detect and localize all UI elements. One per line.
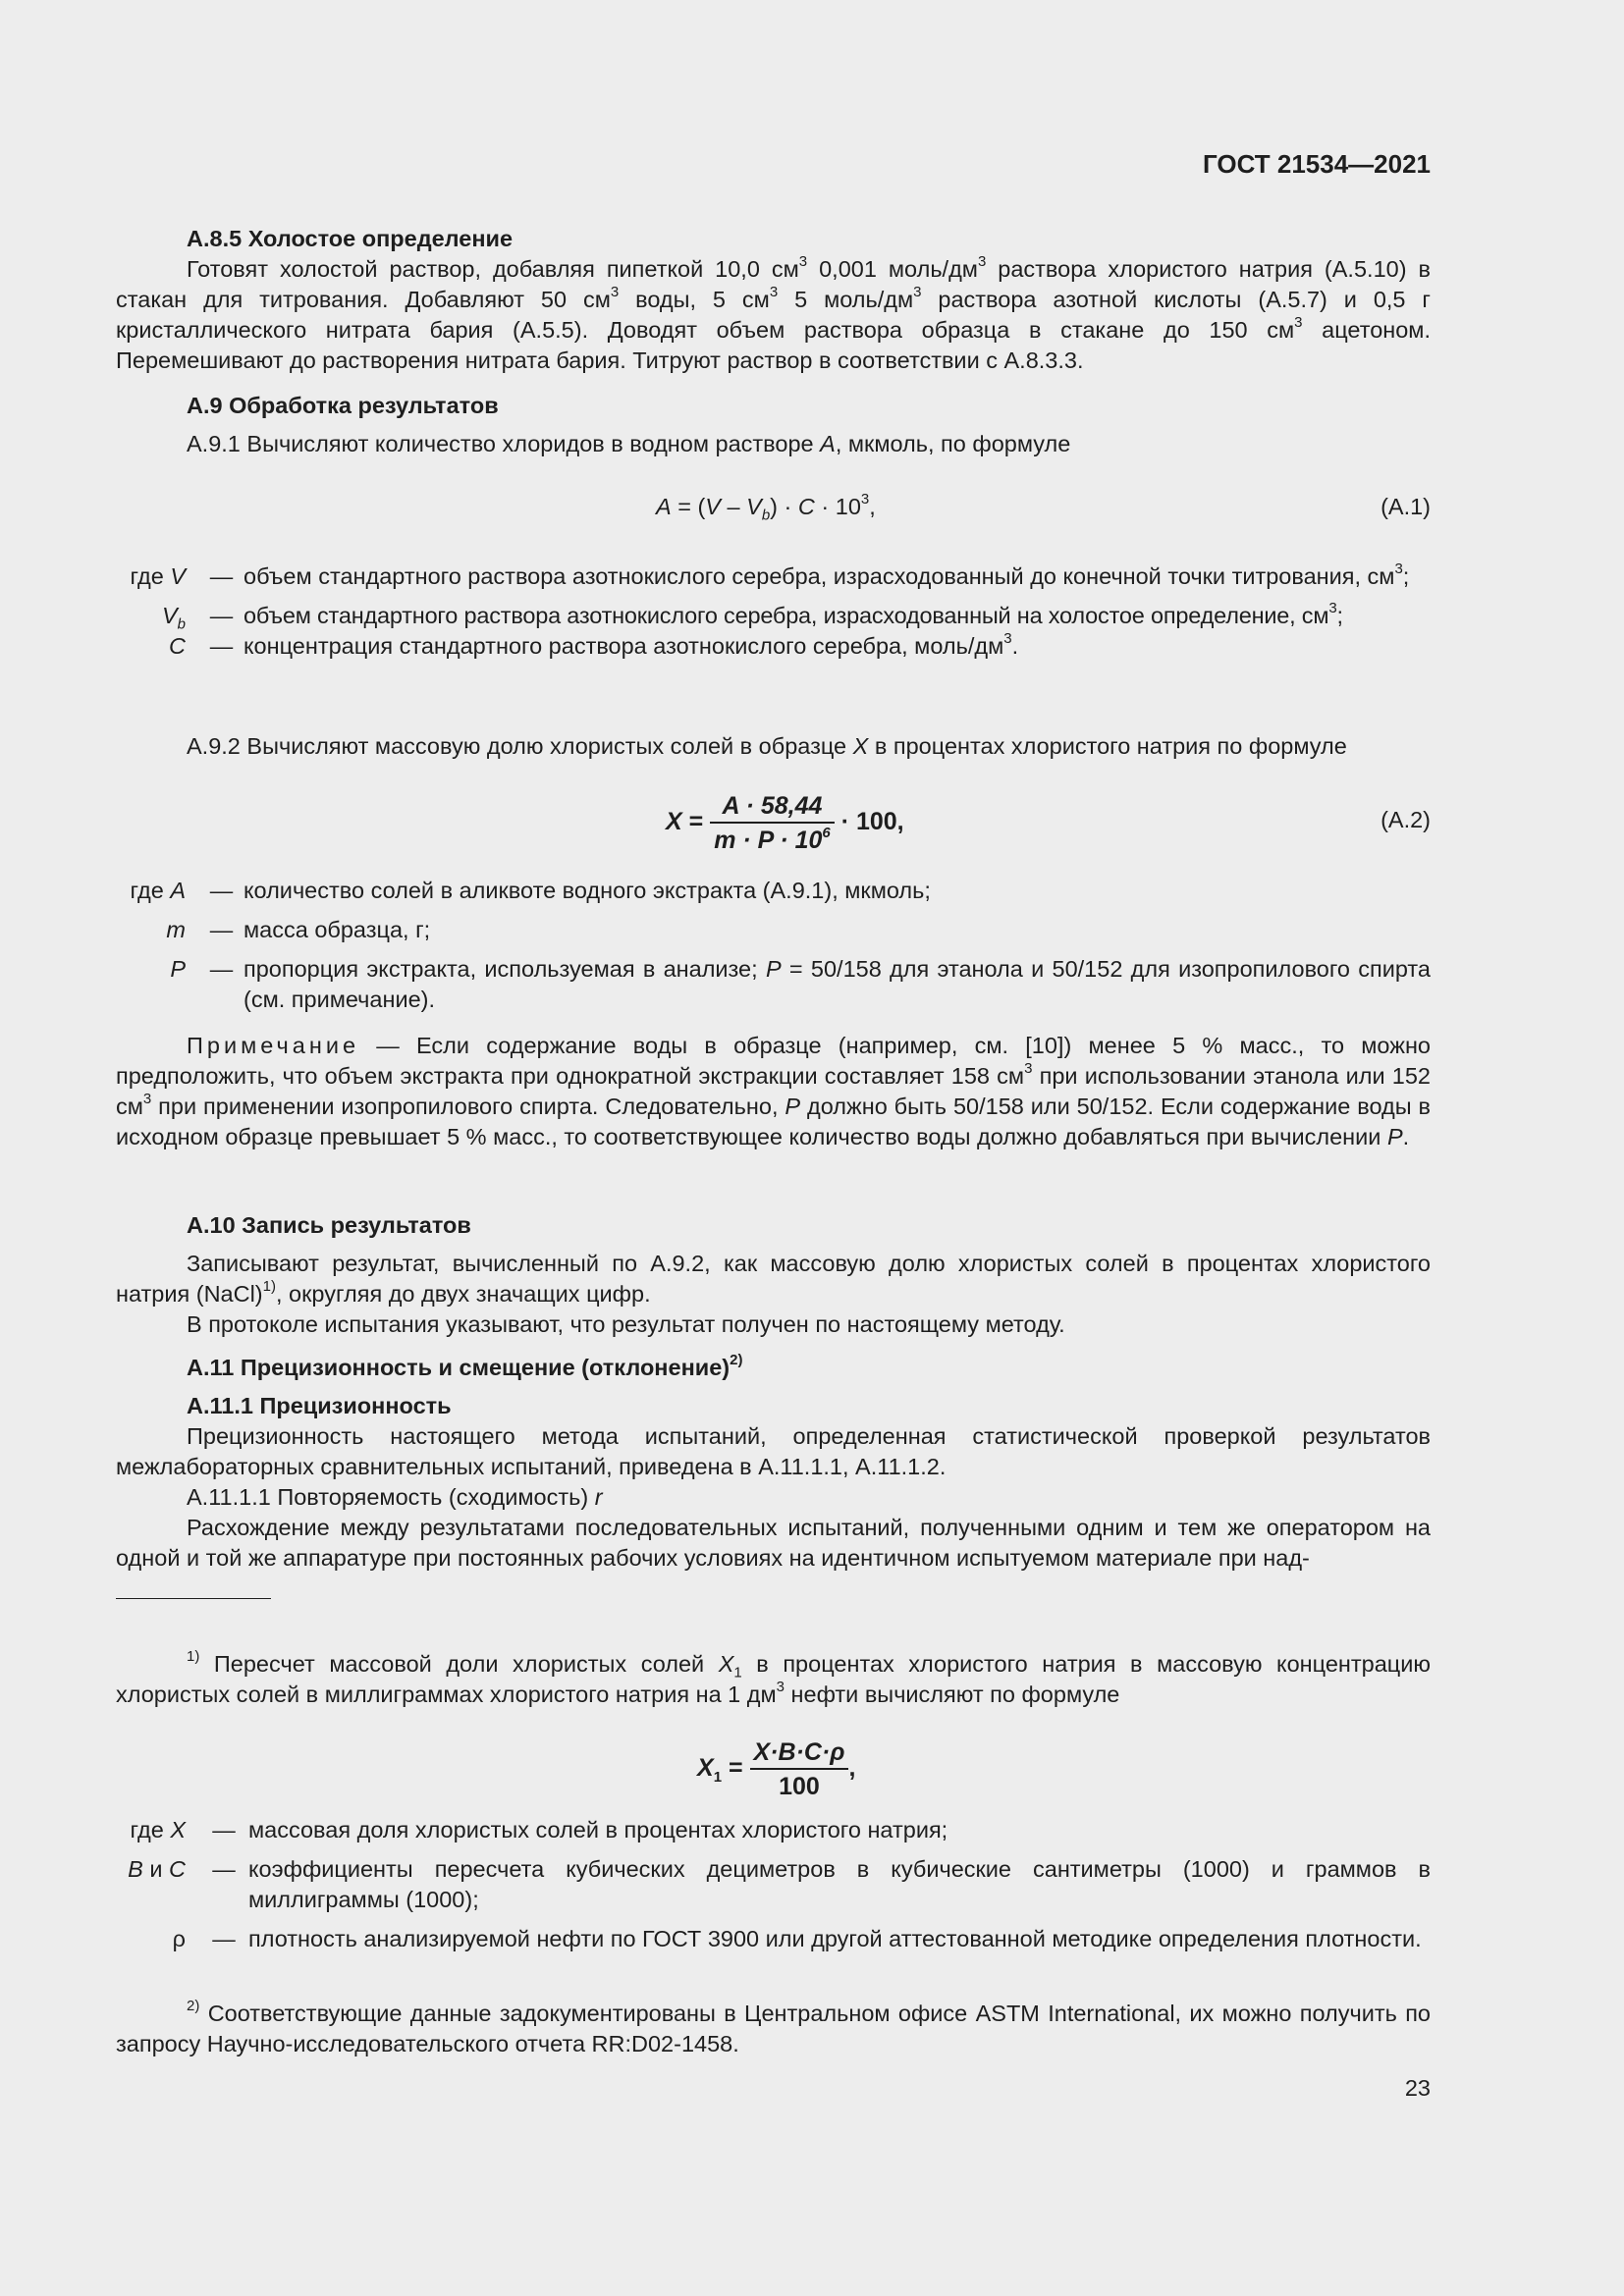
section-a92-text: А.9.2 Вычисляют массовую долю хлористых солей в образце X в процентах хлористого натрия по формуле xyxy=(187,733,1347,759)
equation-footnote-1: $X_1$ = $\frac{X\cdot B\cdot C\cdot\rho}{100}$ , xyxy=(697,1738,856,1800)
footnote-separator xyxy=(116,1598,271,1599)
footnote-1: $^{1)}$ Пересчет массовой доли хлористых солей $X_1$ в процентах хлористого натрия в массовую концентрацию хлористых солей в миллиграммах хлористого натрия на 1 $дм^3$ нефти вычисляют по формуле xyxy=(116,1648,1431,1707)
section-a10-title: А.10 Запись результатов xyxy=(187,1212,471,1238)
page-number: 23 xyxy=(1404,2075,1431,2101)
section-a1111-text: Расхождение между результатами последовательных испытаний, полученными одним и тем же оператором на одной и той же аппаратуре при постоянных рабочих условиях на идентичном испытуемом материале при над- xyxy=(116,1515,1431,1571)
section-a10-text: Записывают результат, вычисленный по А.9.2, как массовую долю хлористых солей в процентах хлористого натрия (NaCl)$^{1)}$, округляя до двух значащих цифр. xyxy=(116,1251,1431,1307)
section-a1111-title: А.11.1.1 Повторяемость (сходимость) r xyxy=(187,1484,603,1510)
equation-a1: $A = (V - V_b) \cdot C \cdot 10^3$, (А.1) xyxy=(116,487,1431,526)
equation-a2: X = $\frac{A \cdot 58,44}{m \cdot P \cdot 10^6}$ · 100, xyxy=(666,792,904,854)
note-label: Примечание xyxy=(187,1033,360,1058)
footnote-2: $^{2)}$ Соответствующие данные задокументированы в Центральном офисе ASTM International, их можно получить по запросу Научно-исследовательского отчета RR:D02-1458. xyxy=(116,1998,1431,2056)
section-a10-text-2: В протоколе испытания указывают, что результат получен по настоящему методу. xyxy=(187,1311,1065,1337)
section-a111-title: А.11.1 Прецизионность xyxy=(187,1393,452,1418)
section-a9-title: А.9 Обработка результатов xyxy=(187,393,499,418)
section-a91-text: А.9.1 Вычисляют количество хлоридов в водном растворе А, мкмоль, по формуле xyxy=(187,431,1071,456)
document-page xyxy=(116,0,1431,2296)
section-a11 xyxy=(116,1353,1431,1574)
section-a85-title: А.8.5 Холостое определение xyxy=(187,226,514,251)
definitions-a2: где A — количество солей в аликвоте водного экстракта (А.9.1), мкмоль; m — масса образца, г; P — пропорция экстракта, используемая в анализе; P = 50/158 для этанола и 50/152 для изопропилового спирта (см. примечание). xyxy=(130,878,1431,1012)
section-a85-text: Готовят холостой раствор, добавляя пипеткой 10,0 $см^3$ 0,001 моль/$дм^3$ раствора хлористого натрия (А.5.10) в стакан для титрования. Добавляют 50 $см^3$ воды, 5 $см^3$ 5 моль/$дм^3$ раствора азотной кислоты (А.5.7) и 0,5 г кристаллического нитрата бария (А.5.5). Доводят объем раствора образца в стакане до 150 $см^3$ ацетоном. Перемешивают до растворения нитрата бария. Титруют раствор в соответствии с А.8.3.3. xyxy=(116,253,1431,373)
equation-a2-number: (А.2) xyxy=(1380,807,1431,832)
section-a11-title: А.11 Прецизионность и смещение (отклонение)$^{2)}$ xyxy=(187,1352,743,1380)
section-a85 xyxy=(116,224,1431,376)
note-a9: Примечание — Если содержание воды в образце (например, см. [10]) менее 5 % масс., то можно предположить, что объем экстракта при однократной экстракции составляет 158 $см^3$ при использовании этанола или 152 $см^3$ при применении изопропилового спирта. Следовательно, P должно быть 50/158 или 50/152. Если содержание воды в исходном образце превышает 5 % масс., то соответствующее количество воды должно добавляться при вычислении P. xyxy=(116,1033,1432,1149)
document-id-header: ГОСТ 21534—2021 xyxy=(1203,149,1431,179)
definitions-footnote-1: где X — массовая доля хлористых солей в процентах хлористого натрия; B и C — коэффициенты пересчета кубических дециметров в кубические сантиметры (1000) и граммов в миллиграммы (1000); ρ — плотность анализируемой нефти по ГОСТ 3900 или другой аттестованной методике определения плотности. xyxy=(128,1817,1431,1951)
equation-a1-number: (А.1) xyxy=(1380,494,1431,519)
definitions-a1: где V — объем стандартного раствора азотнокислого серебра, израсходованный до конечной точки титрования, $см^3$; $V_b$ — объем стандартного раствора азотнокислого серебра, израсходованный на холостое определение, $см^3$; C — концентрация стандартного раствора азотнокислого серебра, моль/$дм^3$. xyxy=(130,561,1410,659)
section-a9 xyxy=(116,391,1431,459)
section-a10 xyxy=(116,1210,1431,1340)
section-a111-text: Прецизионность настоящего метода испытаний, определенная статистической проверкой результатов межлабораторных сравнительных испытаний, приведена в А.11.1.1, А.11.1.2. xyxy=(116,1423,1431,1479)
